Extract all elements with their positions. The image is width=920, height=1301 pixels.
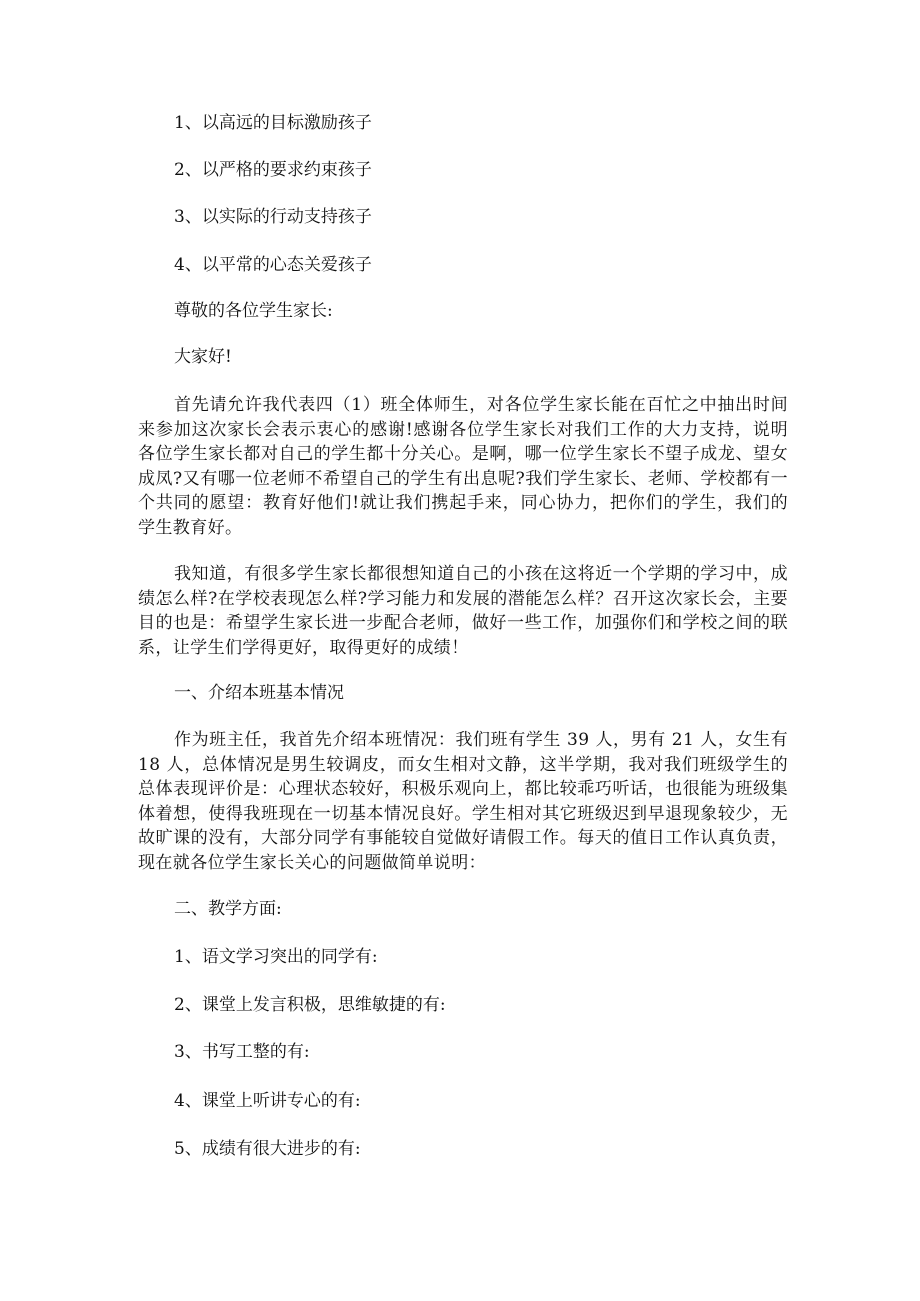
greeting: 大家好! [174, 347, 232, 367]
paragraph-class-overview: 作为班主任，我首先介绍本班情况：我们班有学生 39 人，男有 21 人，女生有 18 人，总体情况是男生较调皮，而女生相对文静，这半学期，我对我们班级学生的总体表现评价是：心理状态较好，积极乐观向上，都比较乖巧听话，也很能为班级集体着想，使得我班现在一切基本情况良好。学生相对其它班级迟到早退现象较少，无故旷课的没有，大部分同学有事能较自觉做好请假工作。每天的值日工作认真负责，现在就各位学生家长关心的问题做简单说明： [138, 730, 788, 873]
paragraph-thanks: 首先请允许我代表四（1）班全体师生，对各位学生家长能在百忙之中抽出时间来参加这次家长会表示衷心的感谢!感谢各位学生家长对我们工作的大力支持，说明各位学生家长都对自己的学生都十分关心。是啊，哪一位学生家长不望子成龙、望女成凤?又有哪一位老师不希望自己的学生有出息呢?我们学生家长、老师、学校都有一个共同的愿望：教育好他们!就让我们携起手来，同心协力，把你们的学生，我们的学生教育好。 [138, 395, 788, 538]
list-item-handwriting: 3、书写工整的有: [174, 1042, 310, 1062]
list-item-action: 3、以实际的行动支持孩子 [174, 207, 372, 227]
list-item-goal: 1、以高远的目标激励孩子 [174, 113, 372, 133]
paragraph-purpose: 我知道，有很多学生家长都很想知道自己的小孩在这将近一个学期的学习中，成绩怎么样?在学校表现怎么样?学习能力和发展的潜能怎么样？召开这次家长会，主要目的也是：希望学生家长进一步配合老师，做好一些工作，加强你们和学校之间的联系，让学生们学得更好，取得更好的成绩！ [138, 564, 788, 658]
list-item-speaking: 2、课堂上发言积极，思维敏捷的有: [174, 995, 446, 1015]
list-item-listening: 4、课堂上听讲专心的有: [174, 1091, 361, 1111]
section-heading-class-overview: 一、介绍本班基本情况 [174, 683, 344, 703]
salutation: 尊敬的各位学生家长: [174, 301, 333, 321]
list-item-chinese: 1、语文学习突出的同学有: [174, 947, 378, 967]
section-heading-teaching: 二、教学方面: [174, 899, 282, 919]
list-item-requirement: 2、以严格的要求约束孩子 [174, 160, 372, 180]
list-item-progress: 5、成绩有很大进步的有: [174, 1139, 361, 1159]
list-item-care: 4、以平常的心态关爱孩子 [174, 255, 372, 275]
